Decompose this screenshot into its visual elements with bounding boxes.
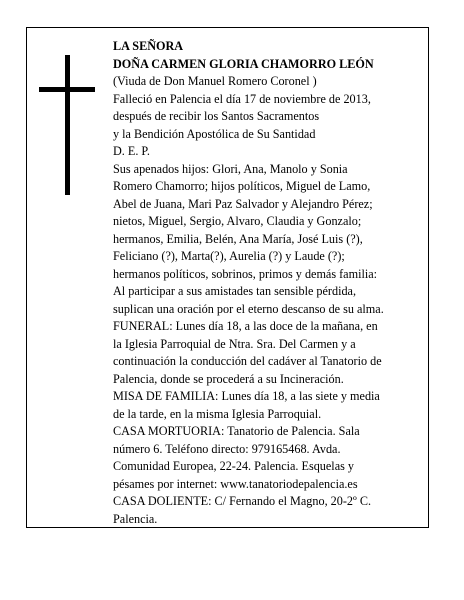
text-line: CASA MORTUORIA: Tanatorio de Palencia. Sala	[113, 424, 360, 438]
text-line: Comunidad Europea, 22-24. Palencia. Esquelas y	[113, 459, 354, 473]
text-line: Feliciano (?), Marta(?), Aurelia (?) y Laude (?);	[113, 249, 345, 263]
text-line: CASA DOLIENTE: C/ Fernando el Magno, 20-2º C.	[113, 494, 372, 508]
text-line: suplican una oración por el eterno descanso de su alma.	[113, 301, 384, 316]
text-line: hermanos, Emilia, Belén, Ana María, José Luis (?),	[113, 231, 363, 246]
text-line: la Iglesia Parroquial de Ntra. Sra. Del Carmen y a	[113, 336, 356, 351]
text-line: MISA DE FAMILIA: Lunes día 18, a las siete y media	[113, 389, 380, 403]
text-line: Palencia.	[113, 511, 158, 526]
text-line: número 6. Teléfono directo: 979165468. Avda.	[113, 441, 341, 456]
text-line: (Viuda de Don Manuel Romero Coronel )	[113, 74, 317, 88]
text-line: nietos, Miguel, Sergio, Alvaro, Claudia y Gonzalo;	[113, 214, 362, 228]
text-line: continuación la conducción del cadáver al Tanatorio de	[113, 354, 382, 368]
obituary-text	[113, 38, 425, 528]
text-line: después de recibir los Santos Sacramentos	[113, 109, 320, 123]
text-line: de la tarde, en la misma Iglesia Parroquial.	[113, 406, 322, 421]
text-line: Al participar a sus amistades tan sensible pérdida,	[113, 284, 357, 298]
text-line: Falleció en Palencia el día 17 de noviembre de 2013,	[113, 91, 371, 106]
cross-icon	[65, 55, 70, 195]
text-line: D. E. P.	[113, 144, 150, 158]
text-line: FUNERAL: Lunes día 18, a las doce de la mañana, en	[113, 319, 378, 333]
text-line: Palencia, donde se procederá a su Incineración.	[113, 371, 344, 386]
cross-icon-bar	[39, 87, 95, 92]
text-line: pésames por internet: www.tanatoriodepalencia.es	[113, 476, 358, 491]
text-line: Sus apenados hijos: Glori, Ana, Manolo y Sonia	[113, 161, 348, 176]
text-line: hermanos políticos, sobrinos, primos y demás familia:	[113, 266, 378, 281]
text-line: Abel de Juana, Mari Paz Salvador y Alejandro Pérez;	[113, 196, 373, 211]
deceased-name: DOÑA CARMEN GLORIA CHAMORRO LEÓN	[113, 56, 374, 71]
text-line: y la Bendición Apostólica de Su Santidad	[113, 126, 316, 141]
heading: LA SEÑORA	[113, 39, 184, 53]
text-line: Romero Chamorro; hijos políticos, Miguel de Lamo,	[113, 179, 371, 193]
